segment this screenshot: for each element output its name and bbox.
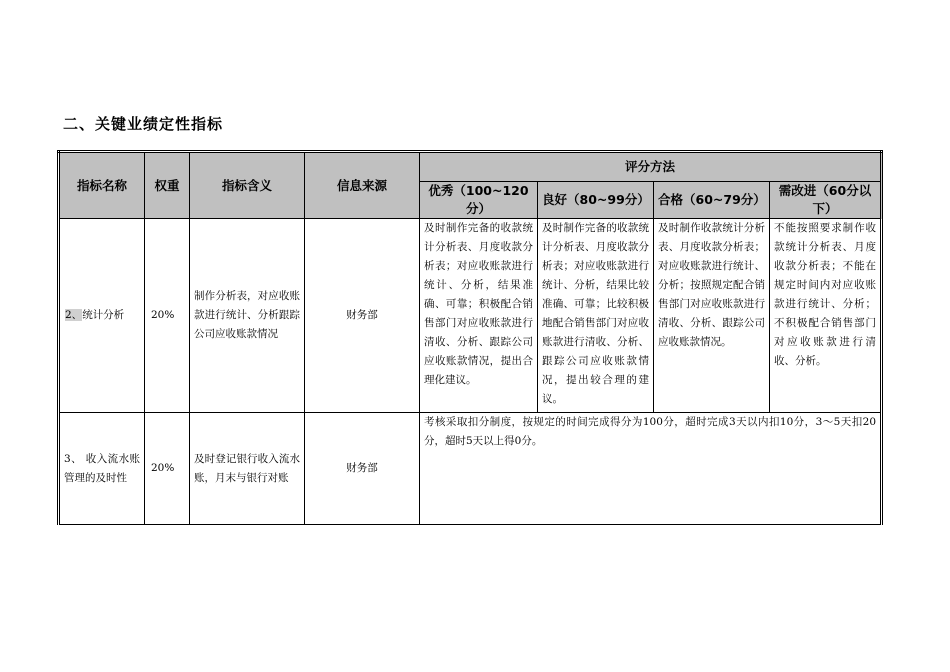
header-meaning: 指标含义 — [190, 152, 305, 219]
header-scoring-method: 评分方法 — [420, 152, 882, 182]
row-meaning: 制作分析表，对应收账款进行统计、分析跟踪公司应收账款情况 — [190, 219, 305, 413]
row-source: 财务部 — [305, 413, 420, 525]
row-number: 2、 — [65, 309, 83, 321]
header-indicator-name: 指标名称 — [59, 152, 145, 219]
table-row — [59, 219, 882, 413]
header-qualified: 合格（60~79分） — [654, 182, 770, 219]
row-weight: 20% — [145, 413, 190, 525]
header-weight: 权重 — [145, 152, 190, 219]
header-source: 信息来源 — [305, 152, 420, 219]
header-needs-improvement: 需改进（60分以下） — [770, 182, 882, 219]
table-row — [59, 413, 882, 525]
row-excellent: 及时制作完备的收款统计分析表、月度收款分析表；对应收账款进行统计、分析，结果准确、可靠；积极配合销售部门对应收账款进行清收、分析、跟踪公司应收账款情况，提出合理化建议。 — [420, 219, 538, 413]
row-meaning: 及时登记银行收入流水账，月末与银行对账 — [190, 413, 305, 525]
row-weight: 20% — [145, 219, 190, 413]
header-excellent: 优秀（100~120分） — [420, 182, 538, 219]
row-indicator-name — [59, 219, 145, 413]
row-qualified: 及时制作收款统计分析表、月度收款分析表；对应收账款进行统计、分析；按照规定配合销售部门对应收账款进行清收、分析、跟踪公司应收账款情况。 — [654, 219, 770, 413]
row-needs-improvement: 不能按照要求制作收款统计分析表、月度收款分析表；不能在规定时间内对应收账款进行统计、分析；不积极配合销售部门对应收账款进行清收、分析。 — [770, 219, 882, 413]
header-row-1 — [59, 152, 882, 182]
qualitative-kpi-table — [57, 150, 883, 525]
row-source: 财务部 — [305, 219, 420, 413]
row-scoring-rule: 考核采取扣分制度，按规定的时间完成得分为100分，超时完成3天以内扣10分，3～5天扣20分，超时5天以上得0分。 — [420, 413, 882, 525]
row-indicator-name: 3、 收入流水账管理的及时性 — [59, 413, 145, 525]
row-name: 统计分析 — [82, 309, 125, 321]
row-good: 及时制作完备的收款统计分析表、月度收款分析表；对应收账款进行统计、分析，结果比较准确、可靠；比较积极地配合销售部门对应收账款进行清收、分析、跟踪公司应收账款情况，提出较合理的建议。 — [538, 219, 654, 413]
header-good: 良好（80~99分） — [538, 182, 654, 219]
section-title: 二、关键业绩定性指标 — [63, 115, 224, 133]
